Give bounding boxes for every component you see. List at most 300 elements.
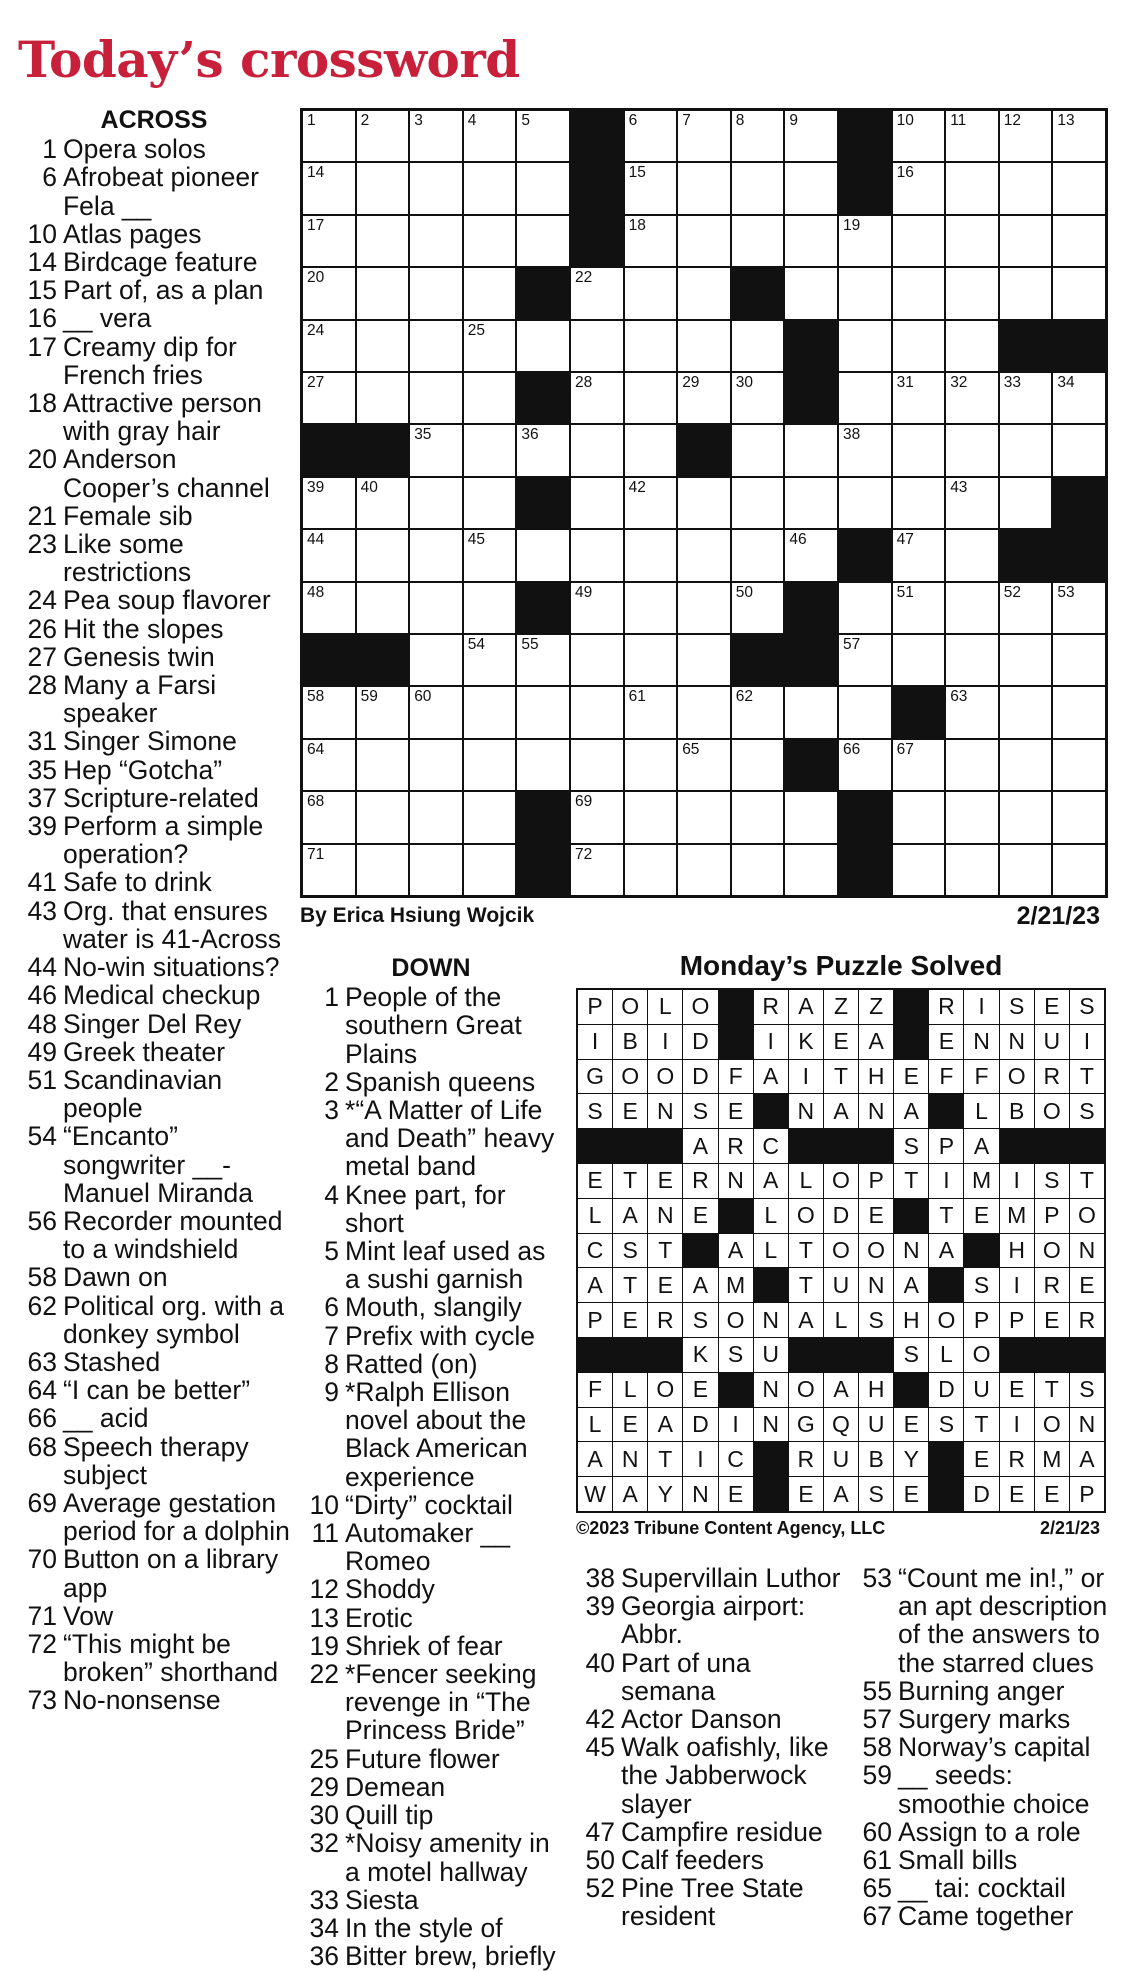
grid-cell[interactable]	[678, 163, 730, 213]
grid-cell[interactable]	[464, 635, 516, 685]
cell-number: 44	[307, 531, 325, 549]
grid-cell[interactable]	[839, 373, 891, 423]
grid-cell[interactable]	[893, 111, 945, 161]
grid-cell[interactable]	[464, 792, 516, 842]
grid-cell[interactable]	[625, 740, 677, 790]
grid-cell[interactable]	[1053, 163, 1105, 213]
grid-cell[interactable]	[357, 163, 409, 213]
clue-number: 38	[585, 1563, 615, 1593]
grid-cell[interactable]	[678, 321, 730, 371]
puzzle-date: 2/21/23	[1016, 902, 1100, 930]
grid-cell[interactable]	[785, 845, 837, 895]
grid-cell[interactable]	[464, 740, 516, 790]
grid-cell[interactable]	[571, 635, 623, 685]
cell-number: 19	[842, 216, 861, 234]
grid-cell[interactable]	[464, 845, 516, 895]
grid-cell[interactable]	[571, 530, 623, 580]
down-clue-5	[300, 1237, 562, 1293]
clue-text: Surgery marks	[898, 1704, 1071, 1735]
grid-cell[interactable]	[517, 425, 569, 475]
grid-cell[interactable]	[1000, 845, 1052, 895]
grid-cell[interactable]	[1000, 478, 1052, 528]
grid-cell[interactable]	[625, 268, 677, 318]
clue-number: 3	[324, 1095, 339, 1126]
grid-cell[interactable]	[625, 373, 677, 423]
grid-cell[interactable]	[732, 373, 784, 423]
solution-letter: T	[1070, 1060, 1104, 1094]
down-clue-34	[300, 1914, 562, 1942]
grid-cell[interactable]	[785, 163, 837, 213]
grid-cell[interactable]	[357, 321, 409, 371]
black-square	[785, 635, 837, 685]
grid-cell[interactable]	[893, 583, 945, 633]
grid-cell[interactable]	[732, 792, 784, 842]
grid-cell[interactable]	[357, 792, 409, 842]
grid-cell[interactable]	[357, 583, 409, 633]
grid-cell[interactable]	[785, 792, 837, 842]
grid-cell[interactable]	[839, 740, 891, 790]
clue-number: 6	[42, 162, 57, 193]
grid-cell[interactable]	[464, 163, 516, 213]
grid-cell[interactable]	[517, 163, 569, 213]
grid-cell[interactable]	[625, 792, 677, 842]
grid-cell[interactable]	[303, 792, 355, 842]
grid-cell[interactable]	[893, 321, 945, 371]
solution-letter: E	[1035, 990, 1069, 1024]
grid-cell[interactable]	[785, 530, 837, 580]
clue-number: 10	[309, 1489, 339, 1520]
grid-cell[interactable]	[357, 740, 409, 790]
down-clue-2	[300, 1068, 562, 1096]
clue-text: Part of una semana	[621, 1647, 751, 1706]
grid-cell[interactable]	[303, 216, 355, 266]
solution-letter: E	[789, 1477, 823, 1511]
grid-cell[interactable]	[893, 740, 945, 790]
grid-cell[interactable]	[678, 845, 730, 895]
grid-cell[interactable]	[893, 373, 945, 423]
grid-cell[interactable]	[678, 268, 730, 318]
across-clue-70	[18, 1545, 290, 1601]
solution-letter: D	[683, 1060, 717, 1094]
grid-cell[interactable]	[410, 530, 462, 580]
grid-cell[interactable]	[732, 216, 784, 266]
grid-cell[interactable]	[946, 373, 998, 423]
solution-letter: A	[613, 1477, 647, 1511]
across-clue-26	[18, 615, 290, 643]
grid-cell[interactable]	[625, 111, 677, 161]
grid-cell[interactable]	[1053, 792, 1105, 842]
solution-letter: S	[1070, 1094, 1104, 1128]
grid-cell[interactable]	[303, 687, 355, 737]
grid-cell[interactable]	[839, 321, 891, 371]
clue-number: 50	[585, 1845, 615, 1876]
grid-cell[interactable]	[571, 425, 623, 475]
grid-cell[interactable]	[464, 373, 516, 423]
grid-cell[interactable]	[625, 635, 677, 685]
cell-number: 63	[950, 688, 968, 706]
grid-cell[interactable]	[571, 792, 623, 842]
grid-cell[interactable]	[303, 530, 355, 580]
solution-letter: U	[754, 1338, 788, 1372]
grid-cell[interactable]	[946, 111, 998, 161]
grid-cell[interactable]	[357, 216, 409, 266]
grid-cell[interactable]	[732, 478, 784, 528]
copyright: ©2023 Tribune Content Agency, LLC	[576, 1518, 886, 1538]
grid-cell[interactable]	[893, 635, 945, 685]
black-square	[839, 163, 891, 213]
black-square	[303, 425, 355, 475]
grid-cell[interactable]	[517, 740, 569, 790]
grid-cell[interactable]	[357, 845, 409, 895]
grid-cell[interactable]	[357, 478, 409, 528]
grid-cell[interactable]	[946, 425, 998, 475]
grid-cell[interactable]	[893, 792, 945, 842]
clue-number: 48	[27, 1008, 57, 1039]
cell-number: 12	[1003, 112, 1022, 129]
grid-cell[interactable]	[517, 530, 569, 580]
grid-cell[interactable]	[1000, 163, 1052, 213]
grid-cell[interactable]	[464, 583, 516, 633]
solution-letter: S	[578, 1094, 612, 1128]
grid-cell[interactable]	[1000, 792, 1052, 842]
grid-cell[interactable]	[303, 163, 355, 213]
solution-letter: M	[719, 1268, 753, 1302]
grid-cell[interactable]	[732, 845, 784, 895]
grid-cell[interactable]	[946, 163, 998, 213]
across-clue-15	[18, 276, 290, 304]
solution-black-square	[929, 1268, 963, 1302]
black-square	[1000, 530, 1052, 580]
grid-cell[interactable]	[893, 425, 945, 475]
solution-black-square	[929, 1442, 963, 1476]
grid-cell[interactable]	[303, 740, 355, 790]
grid-cell[interactable]	[678, 792, 730, 842]
solution-letter: L	[754, 1199, 788, 1233]
grid-cell[interactable]	[1000, 687, 1052, 737]
grid-cell[interactable]	[1053, 687, 1105, 737]
clue-number: 52	[585, 1873, 615, 1904]
grid-cell[interactable]	[678, 478, 730, 528]
grid-cell[interactable]	[571, 740, 623, 790]
grid-cell[interactable]	[517, 687, 569, 737]
grid-cell[interactable]	[571, 687, 623, 737]
grid-cell[interactable]	[732, 740, 784, 790]
grid-cell[interactable]	[303, 111, 355, 161]
grid-cell[interactable]	[839, 583, 891, 633]
clue-number: 4	[324, 1179, 339, 1210]
cell-number: 64	[307, 740, 325, 758]
grid-cell[interactable]	[785, 425, 837, 475]
grid-cell[interactable]	[946, 635, 998, 685]
grid-cell[interactable]	[1000, 216, 1052, 266]
grid-cell[interactable]	[839, 635, 891, 685]
across-clue-71	[18, 1602, 290, 1630]
grid-cell[interactable]	[571, 373, 623, 423]
grid-cell[interactable]	[517, 111, 569, 161]
grid-cell[interactable]	[303, 478, 355, 528]
grid-cell[interactable]	[732, 111, 784, 161]
clue-number: 21	[27, 500, 57, 531]
clue-text: In the style of	[345, 1912, 503, 1943]
grid-cell[interactable]	[732, 687, 784, 737]
grid-cell[interactable]	[1053, 635, 1105, 685]
grid-cell[interactable]	[571, 268, 623, 318]
grid-cell[interactable]	[893, 845, 945, 895]
grid-cell[interactable]	[410, 583, 462, 633]
clue-number: 42	[585, 1704, 615, 1735]
grid-cell[interactable]	[303, 268, 355, 318]
grid-cell[interactable]	[464, 478, 516, 528]
grid-cell[interactable]	[625, 478, 677, 528]
grid-cell[interactable]	[625, 845, 677, 895]
clue-number: 72	[27, 1628, 57, 1659]
grid-cell[interactable]	[410, 321, 462, 371]
grid-cell[interactable]	[357, 687, 409, 737]
solution-letter: T	[789, 1234, 823, 1268]
grid-cell[interactable]	[1053, 845, 1105, 895]
clue-number: 53	[862, 1563, 892, 1593]
grid-cell[interactable]	[678, 740, 730, 790]
grid-cell[interactable]	[1000, 268, 1052, 318]
grid-cell[interactable]	[410, 635, 462, 685]
grid-cell[interactable]	[410, 845, 462, 895]
cell-number: 55	[521, 636, 539, 653]
grid-cell[interactable]	[732, 163, 784, 213]
grid-cell[interactable]	[357, 111, 409, 161]
grid-cell[interactable]	[678, 216, 730, 266]
grid-cell[interactable]	[410, 687, 462, 737]
grid-cell[interactable]	[785, 268, 837, 318]
grid-cell[interactable]	[732, 425, 784, 475]
grid-cell[interactable]	[678, 111, 730, 161]
grid-cell[interactable]	[303, 583, 355, 633]
grid-cell[interactable]	[410, 792, 462, 842]
solution-letter: S	[964, 1268, 998, 1302]
grid-cell[interactable]	[357, 268, 409, 318]
solution-letter: O	[929, 1303, 963, 1337]
grid-cell[interactable]	[678, 530, 730, 580]
grid-cell[interactable]	[357, 373, 409, 423]
grid-cell[interactable]	[517, 216, 569, 266]
solution-letter: S	[613, 1234, 647, 1268]
grid-cell[interactable]	[946, 740, 998, 790]
grid-cell[interactable]	[839, 687, 891, 737]
grid-cell[interactable]	[303, 845, 355, 895]
grid-cell[interactable]	[839, 268, 891, 318]
grid-cell[interactable]	[1053, 583, 1105, 633]
cell-number: 36	[521, 426, 539, 444]
black-square	[839, 530, 891, 580]
grid-cell[interactable]	[464, 216, 516, 266]
across-clue-66	[18, 1404, 290, 1432]
grid-cell[interactable]	[464, 111, 516, 161]
down-clue-25	[300, 1745, 562, 1773]
grid-cell[interactable]	[625, 530, 677, 580]
grid-cell[interactable]	[464, 687, 516, 737]
solution-letter: R	[648, 1303, 682, 1337]
solution-letter: F	[964, 1060, 998, 1094]
grid-cell[interactable]	[357, 530, 409, 580]
clue-number: 15	[27, 275, 57, 306]
grid-cell[interactable]	[893, 530, 945, 580]
grid-cell[interactable]	[410, 373, 462, 423]
grid-cell[interactable]	[625, 216, 677, 266]
solution-letter: E	[683, 1199, 717, 1233]
grid-cell[interactable]	[1053, 111, 1105, 161]
clue-text: Dawn on	[63, 1262, 168, 1293]
solution-letter: N	[1070, 1234, 1104, 1268]
grid-cell[interactable]	[625, 583, 677, 633]
clue-text: Average gestation period for a dolphin	[63, 1487, 290, 1547]
grid-cell[interactable]	[946, 845, 998, 895]
solution-black-square	[789, 1338, 823, 1372]
solution-letter: K	[789, 1025, 823, 1059]
solution-letter: L	[578, 1199, 612, 1233]
grid-cell[interactable]	[1053, 740, 1105, 790]
across-clue-list	[18, 135, 290, 1714]
grid-cell[interactable]	[946, 792, 998, 842]
grid-cell[interactable]	[946, 216, 998, 266]
cell-number: 3	[414, 112, 423, 129]
clue-text: Shriek of fear	[345, 1630, 503, 1661]
solution-letter: T	[648, 1442, 682, 1476]
grid-cell[interactable]	[732, 583, 784, 633]
grid-cell[interactable]	[410, 425, 462, 475]
grid-cell[interactable]	[625, 163, 677, 213]
grid-cell[interactable]	[946, 530, 998, 580]
grid-cell[interactable]	[410, 111, 462, 161]
grid-cell[interactable]	[625, 687, 677, 737]
grid-cell[interactable]	[625, 425, 677, 475]
grid-cell[interactable]	[410, 478, 462, 528]
down-clue-52	[576, 1874, 848, 1930]
down-clue-50	[576, 1846, 848, 1874]
solution-letter: E	[1000, 1373, 1034, 1407]
grid-cell[interactable]	[1000, 373, 1052, 423]
grid-cell[interactable]	[678, 583, 730, 633]
grid-cell[interactable]	[1000, 740, 1052, 790]
grid-cell[interactable]	[678, 687, 730, 737]
grid-cell[interactable]	[678, 373, 730, 423]
grid-cell[interactable]	[946, 268, 998, 318]
solution-letter: O	[613, 990, 647, 1024]
grid-cell[interactable]	[893, 268, 945, 318]
cell-number: 48	[307, 583, 325, 601]
cell-number: 57	[842, 636, 861, 653]
grid-cell[interactable]	[839, 216, 891, 266]
grid-cell[interactable]	[839, 425, 891, 475]
solution-black-square	[648, 1338, 682, 1372]
solution-letter: S	[1070, 990, 1104, 1024]
grid-cell[interactable]	[839, 478, 891, 528]
solution-letter: O	[613, 1060, 647, 1094]
cell-number: 62	[735, 688, 754, 706]
grid-cell[interactable]	[678, 635, 730, 685]
down-clue-3	[300, 1096, 562, 1181]
clue-number: 37	[27, 782, 57, 813]
clue-text: No-nonsense	[63, 1685, 221, 1716]
clue-text: Knee part, for short	[345, 1179, 506, 1238]
cell-number: 31	[896, 374, 914, 391]
solution-letter: F	[929, 1060, 963, 1094]
grid-cell[interactable]	[1000, 583, 1052, 633]
grid-cell[interactable]	[464, 530, 516, 580]
grid-cell[interactable]	[571, 321, 623, 371]
grid-cell[interactable]	[410, 268, 462, 318]
solution-letter: C	[578, 1234, 612, 1268]
grid-cell[interactable]	[464, 268, 516, 318]
grid-cell[interactable]	[517, 635, 569, 685]
clue-number: 28	[27, 670, 57, 701]
clue-text: Recorder mounted to a windshield	[63, 1205, 283, 1265]
clue-text: Siesta	[345, 1884, 419, 1915]
grid-cell[interactable]	[1000, 425, 1052, 475]
grid-cell[interactable]	[1000, 635, 1052, 685]
grid-cell[interactable]	[517, 321, 569, 371]
cell-number: 24	[307, 321, 325, 339]
grid-cell[interactable]	[410, 163, 462, 213]
grid-cell[interactable]	[785, 216, 837, 266]
grid-cell[interactable]	[1053, 425, 1105, 475]
grid-cell[interactable]	[410, 216, 462, 266]
grid-cell[interactable]	[303, 373, 355, 423]
grid-cell[interactable]	[1053, 268, 1105, 318]
grid-cell[interactable]	[410, 740, 462, 790]
grid-cell[interactable]	[1053, 216, 1105, 266]
clue-number: 12	[309, 1574, 339, 1605]
grid-cell[interactable]	[464, 425, 516, 475]
grid-cell[interactable]	[785, 687, 837, 737]
page-title: Today’s crossword	[18, 30, 520, 89]
grid-cell[interactable]	[946, 583, 998, 633]
grid-cell[interactable]	[946, 321, 998, 371]
solution-black-square	[929, 1477, 963, 1511]
solution-letter: N	[683, 1477, 717, 1511]
cell-number: 68	[307, 793, 325, 811]
grid-cell[interactable]	[571, 478, 623, 528]
grid-cell[interactable]	[464, 321, 516, 371]
grid-cell[interactable]	[571, 583, 623, 633]
solution-letter: L	[648, 990, 682, 1024]
clue-text: Org. that ensures water is 41-Across	[63, 895, 281, 954]
grid-cell[interactable]	[946, 478, 998, 528]
down-clue-list-2	[576, 1564, 848, 1931]
grid-cell[interactable]	[732, 530, 784, 580]
grid-cell[interactable]	[946, 687, 998, 737]
grid-cell[interactable]	[785, 478, 837, 528]
solution-letter: Z	[824, 990, 858, 1024]
grid-cell[interactable]	[732, 321, 784, 371]
grid-cell[interactable]	[1000, 111, 1052, 161]
solution-letter: F	[719, 1060, 753, 1094]
clue-number: 22	[309, 1659, 339, 1690]
grid-cell[interactable]	[571, 845, 623, 895]
solution-letter: A	[754, 1164, 788, 1198]
grid-cell[interactable]	[893, 163, 945, 213]
grid-cell[interactable]	[785, 111, 837, 161]
grid-cell[interactable]	[1053, 373, 1105, 423]
solution-letter: W	[578, 1477, 612, 1511]
clue-number: 63	[27, 1346, 57, 1377]
grid-cell[interactable]	[625, 321, 677, 371]
grid-cell[interactable]	[303, 321, 355, 371]
clue-text: Afrobeat pioneer Fela __	[63, 162, 259, 221]
grid-cell[interactable]	[893, 478, 945, 528]
clue-number: 18	[27, 388, 57, 419]
solution-letter: E	[613, 1408, 647, 1442]
grid-cell[interactable]	[893, 216, 945, 266]
down-clue-10	[300, 1491, 562, 1519]
